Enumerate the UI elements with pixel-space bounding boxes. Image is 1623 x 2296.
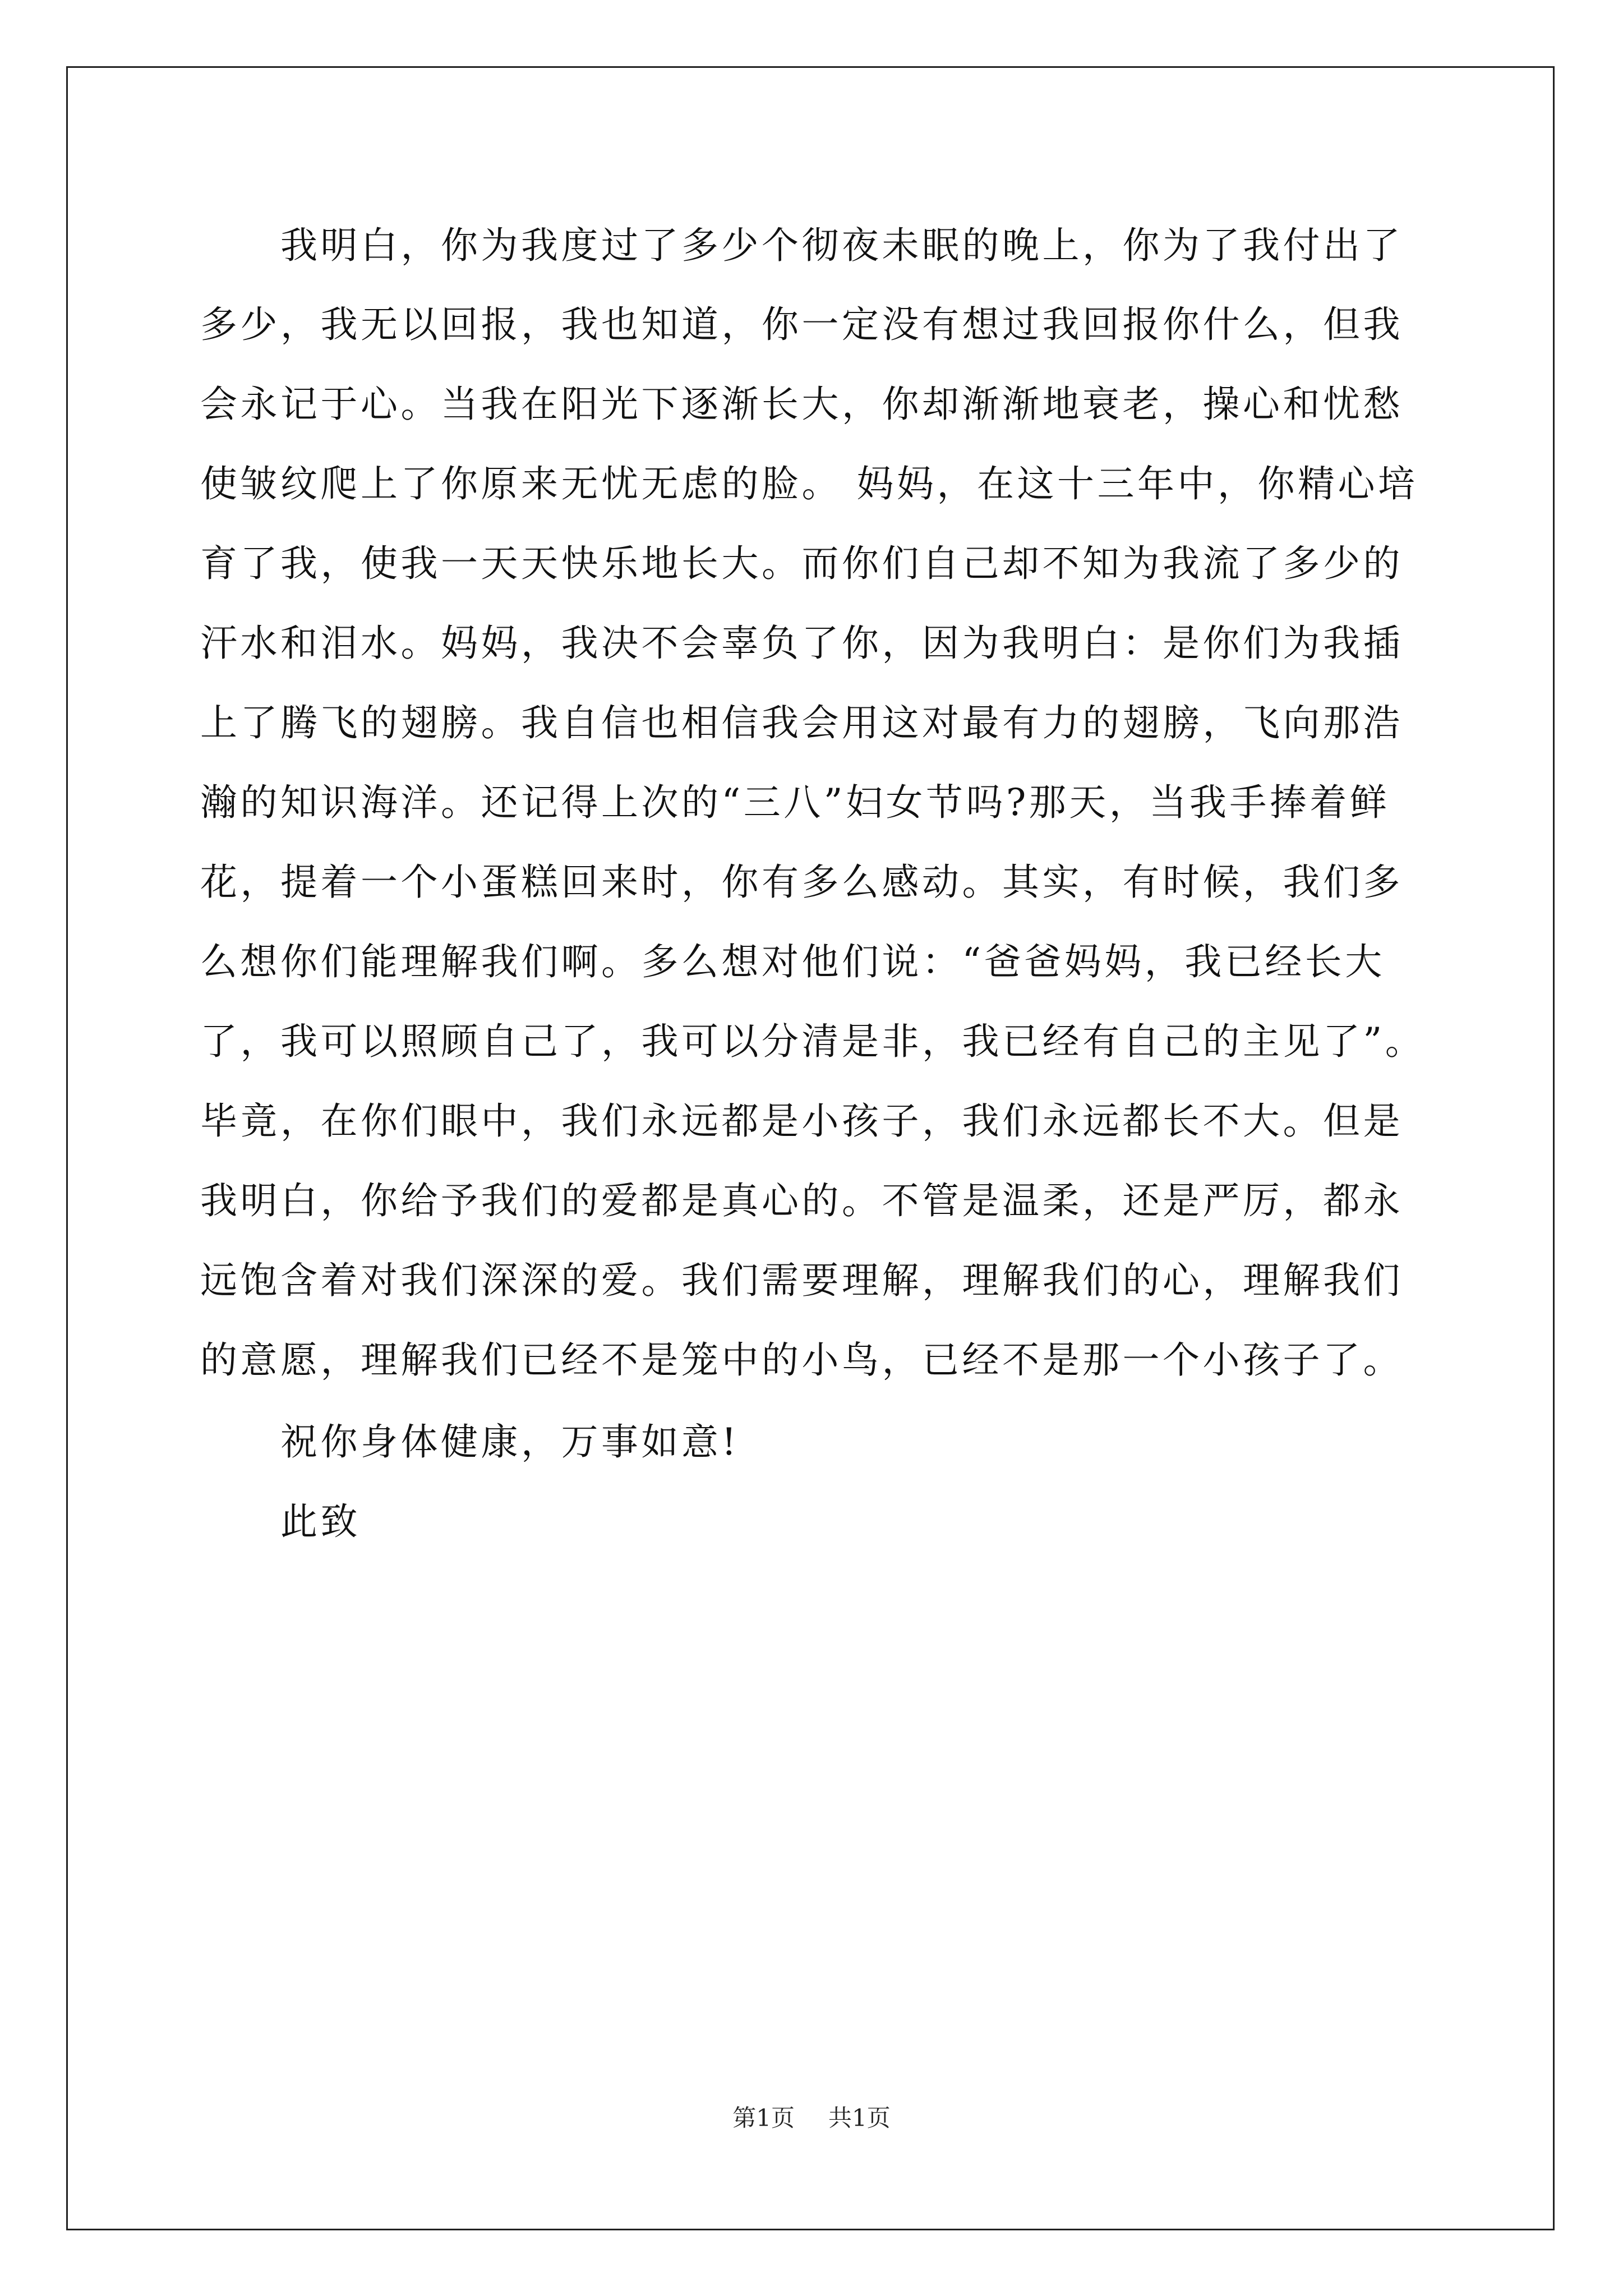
closing-wish: 祝你身体健康，万事如意!: [280, 1420, 740, 1464]
body-line-12: 毕竟，在你们眼中，我们永远都是小孩子，我们永远都长不大。但是: [200, 1099, 1403, 1143]
page-footer: [0, 2102, 1623, 2134]
body-line-10: 么想你们能理解我们啊。多么想对他们说：“爸爸妈妈，我已经长大: [200, 940, 1385, 983]
body-line-4: 使皱纹爬上了你原来无忧无虑的脸。 妈妈，在这十三年中，你精心培: [200, 462, 1418, 505]
body-line-3: 会永记于心。当我在阳光下逐渐长大，你却渐渐地衰老，操心和忧愁: [200, 383, 1403, 426]
page-number-total: 共1页: [828, 2104, 891, 2132]
body-line-6: 汗水和泪水。妈妈，我决不会辜负了你，因为我明白：是你们为我插: [200, 622, 1403, 665]
body-line-15: 的意愿，理解我们已经不是笼中的小鸟，已经不是那一个小孩子了。: [200, 1338, 1403, 1382]
body-line-2: 多少，我无以回报，我也知道，你一定没有想过我回报你什么，但我: [200, 303, 1403, 346]
closing-salute: 此致: [280, 1500, 361, 1543]
body-line-5: 育了我，使我一天天快乐地长大。而你们自己却不知为我流了多少的: [200, 542, 1403, 585]
body-line-13: 我明白，你给予我们的爱都是真心的。不管是温柔，还是严厉，都永: [200, 1179, 1403, 1222]
body-line-14: 远饱含着对我们深深的爱。我们需要理解，理解我们的心，理解我们: [200, 1259, 1403, 1302]
body-line-11: 了，我可以照顾自己了，我可以分清是非，我已经有自己的主见了”。: [200, 1020, 1426, 1063]
body-line-8: 瀚的知识海洋。还记得上次的“三八”妇女节吗?那天，当我手捧着鲜: [200, 781, 1390, 824]
page-number-current: 第1页: [732, 2104, 795, 2132]
body-line-7: 上了腾飞的翅膀。我自信也相信我会用这对最有力的翅膀，飞向那浩: [200, 701, 1403, 744]
body-line-9: 花，提着一个小蛋糕回来时，你有多么感动。其实，有时候，我们多: [200, 861, 1403, 904]
body-line-1: 我明白，你为我度过了多少个彻夜未眠的晚上，你为了我付出了: [280, 224, 1403, 267]
